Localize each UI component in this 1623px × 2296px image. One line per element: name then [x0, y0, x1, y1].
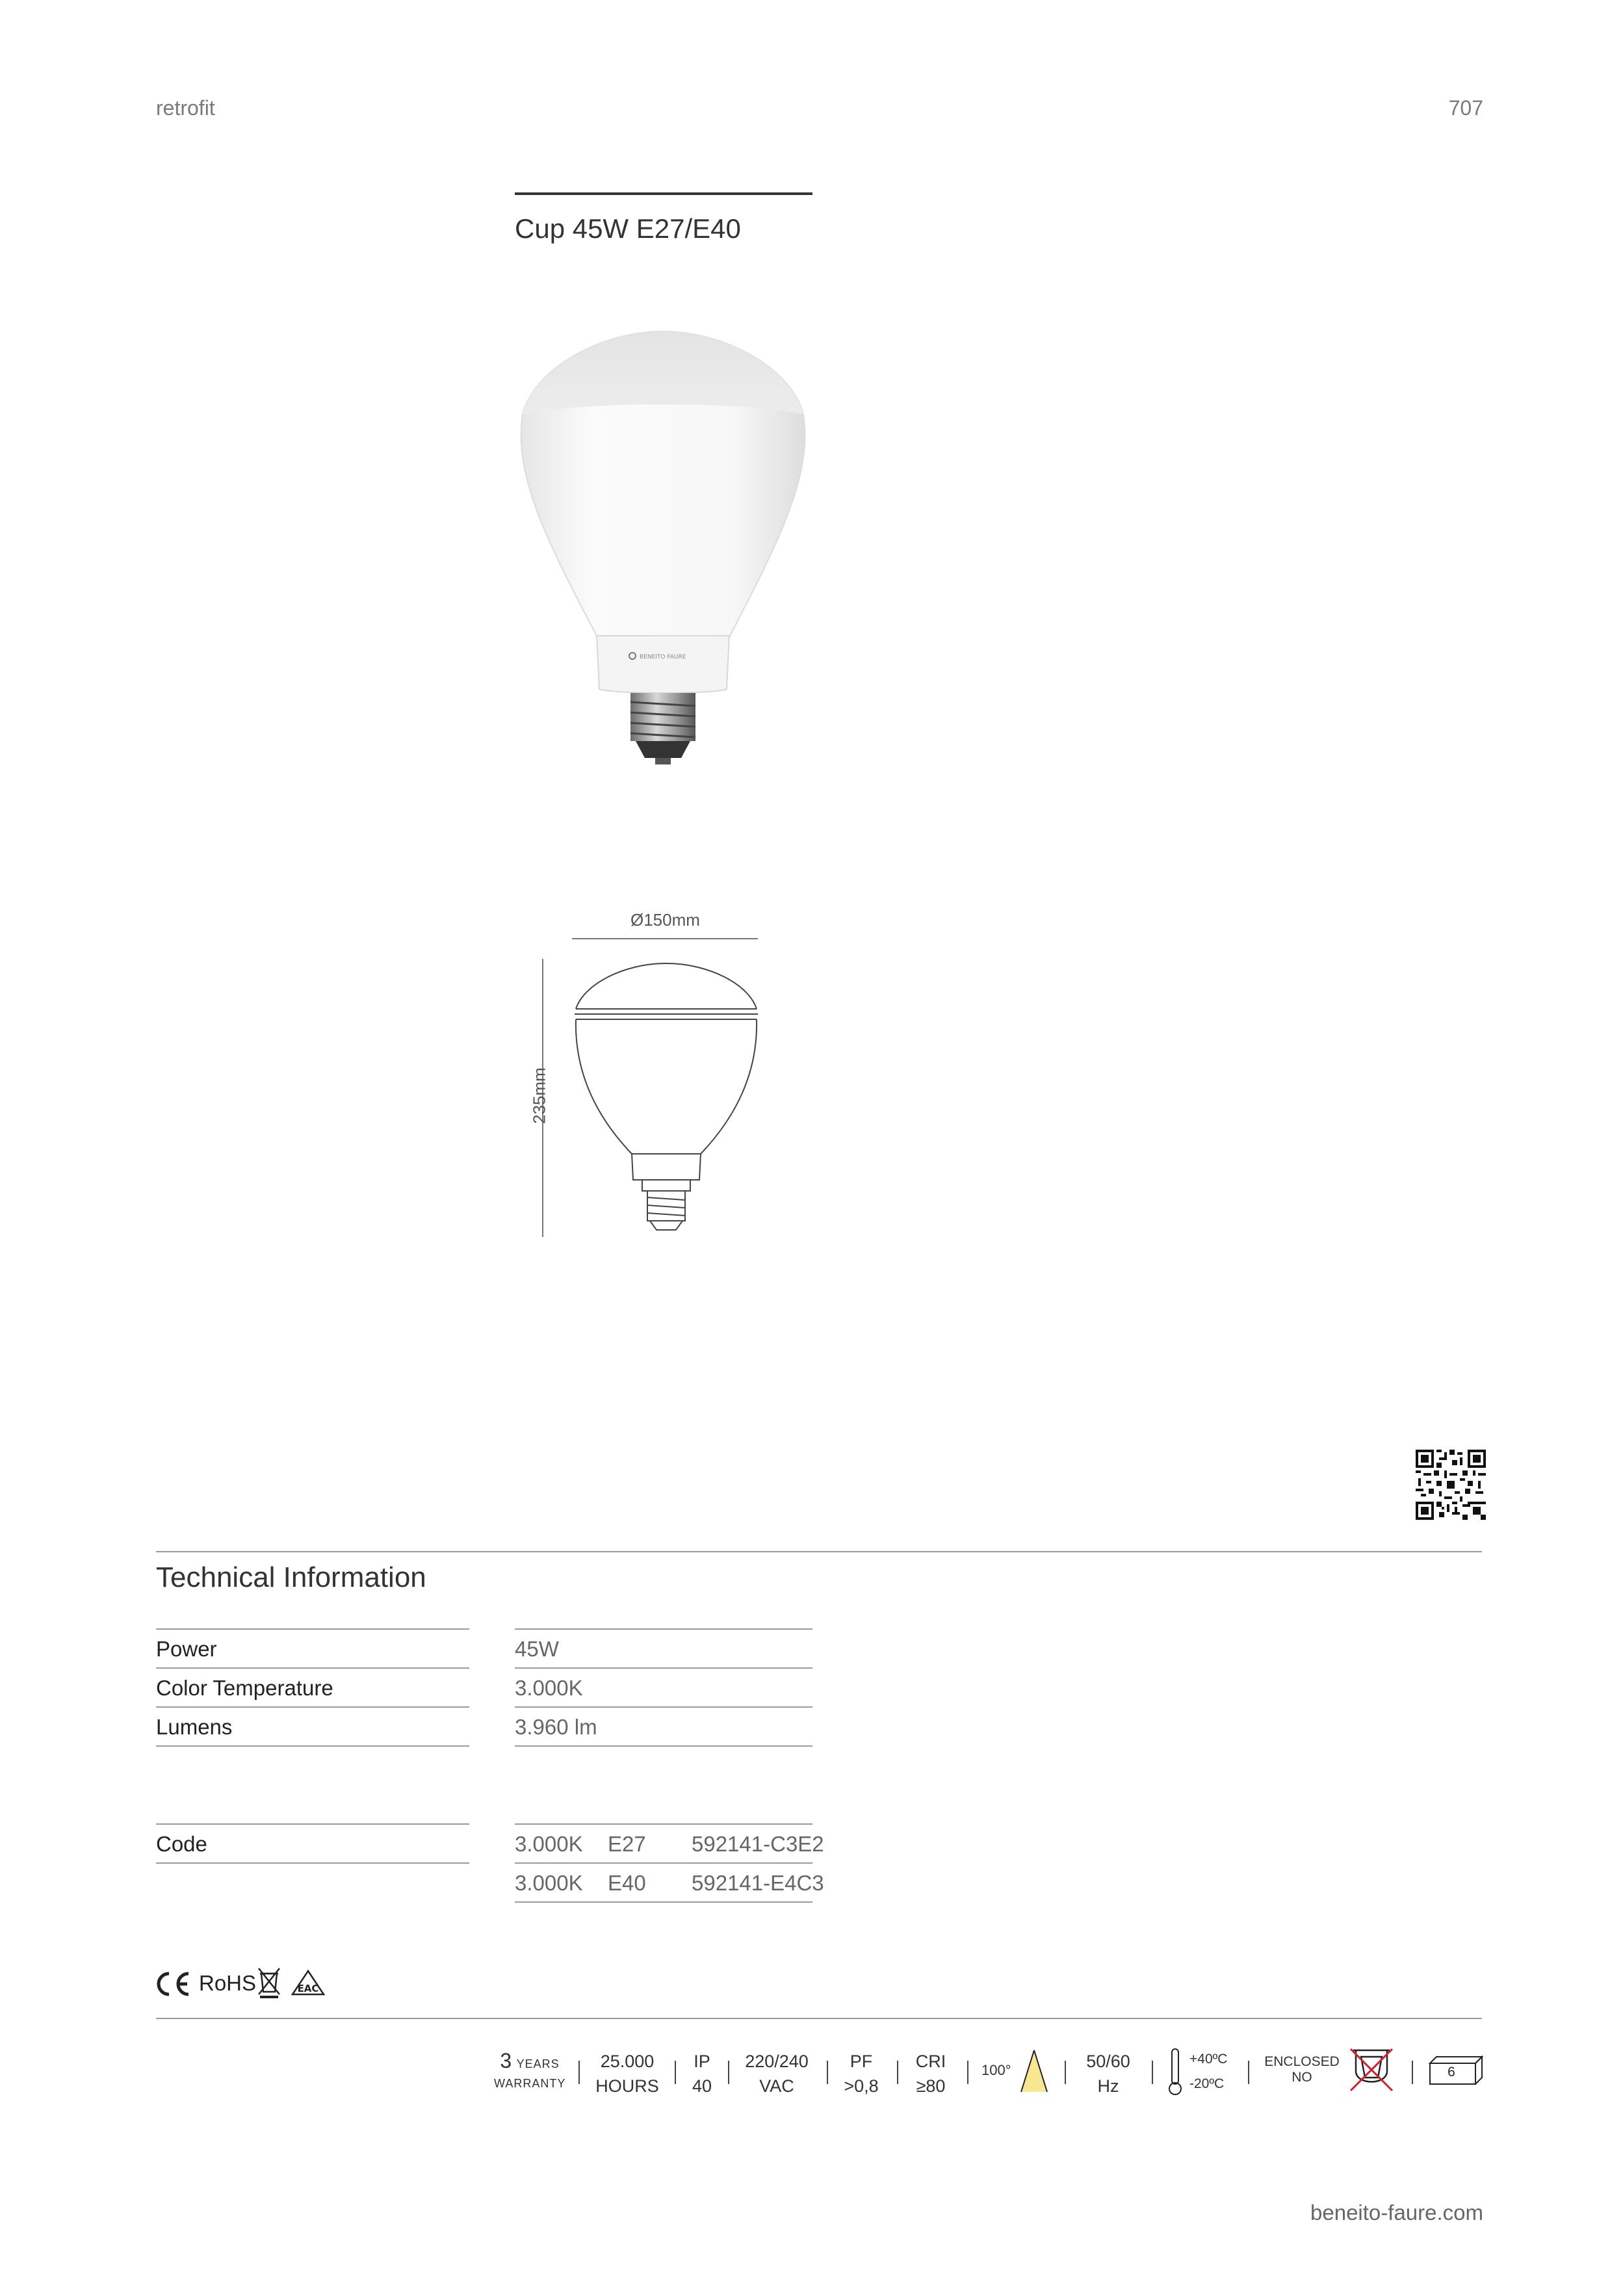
code-socket: E40 [608, 1871, 646, 1895]
beam-angle-icon [1017, 2048, 1051, 2094]
row-rule [156, 1823, 469, 1825]
cri-value: ≥80 [916, 2076, 946, 2096]
spec-separator [578, 2061, 580, 2084]
row-rule [515, 1901, 812, 1903]
row-rule [515, 1628, 812, 1630]
voltage-spec [738, 2049, 816, 2098]
hours-spec [588, 2049, 666, 2098]
lumens-label: Lumens [156, 1715, 233, 1739]
spec-separator [967, 2061, 968, 2084]
color-temp-label: Color Temperature [156, 1676, 333, 1700]
section-label: retrofit [156, 96, 215, 120]
weee-bin-icon [256, 1966, 282, 2000]
power-value: 45W [515, 1637, 559, 1661]
cri-spec [905, 2049, 957, 2098]
code-temp: 3.000K [515, 1832, 583, 1856]
section-divider [156, 1551, 1482, 1552]
ip-value: 40 [692, 2076, 712, 2096]
temp-max: +40ºC [1189, 2052, 1228, 2067]
line-drawing [565, 956, 767, 1242]
product-photo [507, 325, 819, 787]
beam-angle-value: 100° [981, 2062, 1011, 2078]
lumens-value: 3.960 lm [515, 1715, 597, 1739]
website-link[interactable]: beneito-faure.com [1310, 2200, 1483, 2224]
svg-text:EAC: EAC [297, 1983, 319, 1994]
row-rule [156, 1628, 469, 1630]
row-rule [515, 1823, 812, 1825]
ip-spec [682, 2049, 721, 2098]
spec-separator [675, 2061, 676, 2084]
enclosed-value: NO [1292, 2070, 1312, 2085]
power-label: Power [156, 1637, 217, 1661]
row-rule [515, 1745, 812, 1747]
thermometer-icon [1167, 2048, 1183, 2096]
spec-separator [1412, 2061, 1413, 2084]
bulb-logo: BENEITO FAURE [640, 654, 686, 660]
enclosed-spec [1260, 2054, 1344, 2085]
warranty-number: 3 [500, 2049, 512, 2072]
code-socket: E27 [608, 1832, 646, 1856]
eac-mark-icon [290, 1968, 326, 1997]
cri-label: CRI [915, 2052, 946, 2071]
spec-separator [728, 2061, 729, 2084]
warranty-label: WARRANTY [494, 2077, 566, 2090]
row-rule [515, 1706, 812, 1708]
code-value: 592141-C3E2 [692, 1832, 824, 1856]
pf-value: >0,8 [844, 2076, 879, 2096]
color-temp-value: 3.000K [515, 1676, 583, 1700]
ip-label: IP [694, 2052, 710, 2071]
frequency-spec [1076, 2049, 1141, 2098]
warranty-spec [494, 2050, 565, 2093]
ce-mark-icon [155, 1970, 191, 1998]
height-label: 235mm [529, 1067, 549, 1124]
product-title: Cup 45W E27/E40 [515, 213, 741, 244]
spec-separator [1152, 2061, 1153, 2084]
page-number: 707 [1448, 96, 1483, 120]
box-quantity-value: 6 [1448, 2065, 1455, 2080]
pf-spec [835, 2049, 887, 2098]
frequency-label: Hz [1097, 2076, 1119, 2096]
title-rule [515, 192, 812, 195]
code-temp: 3.000K [515, 1871, 583, 1895]
hours-value: 25.000 [600, 2052, 655, 2071]
temp-min: -20ºC [1189, 2076, 1225, 2091]
row-rule [515, 1667, 812, 1669]
pf-label: PF [850, 2052, 873, 2071]
hours-label: HOURS [595, 2076, 659, 2096]
diameter-label: Ø150mm [630, 910, 700, 930]
frequency-value: 50/60 [1086, 2052, 1130, 2071]
spec-separator [897, 2061, 898, 2084]
voltage-value: 220/240 [745, 2052, 809, 2071]
row-rule [515, 1862, 812, 1864]
enclosed-label: ENCLOSED [1264, 2054, 1340, 2069]
voltage-label: VAC [759, 2076, 794, 2096]
spec-separator [1248, 2061, 1249, 2084]
code-label: Code [156, 1832, 207, 1856]
row-rule [156, 1745, 469, 1747]
diameter-line [572, 938, 758, 939]
row-rule [156, 1862, 469, 1864]
code-value: 592141-E4C3 [692, 1871, 824, 1895]
qr-code[interactable] [1416, 1450, 1486, 1520]
rohs-label: RoHS [199, 1971, 257, 1995]
tech-heading: Technical Information [156, 1561, 426, 1593]
row-rule [156, 1667, 469, 1669]
warranty-years: YEARS [516, 2057, 560, 2070]
spec-separator [827, 2061, 828, 2084]
row-rule [156, 1706, 469, 1708]
enclosed-fixture-icon [1347, 2045, 1396, 2094]
spec-separator [1065, 2061, 1066, 2084]
specs-divider [156, 2018, 1482, 2019]
